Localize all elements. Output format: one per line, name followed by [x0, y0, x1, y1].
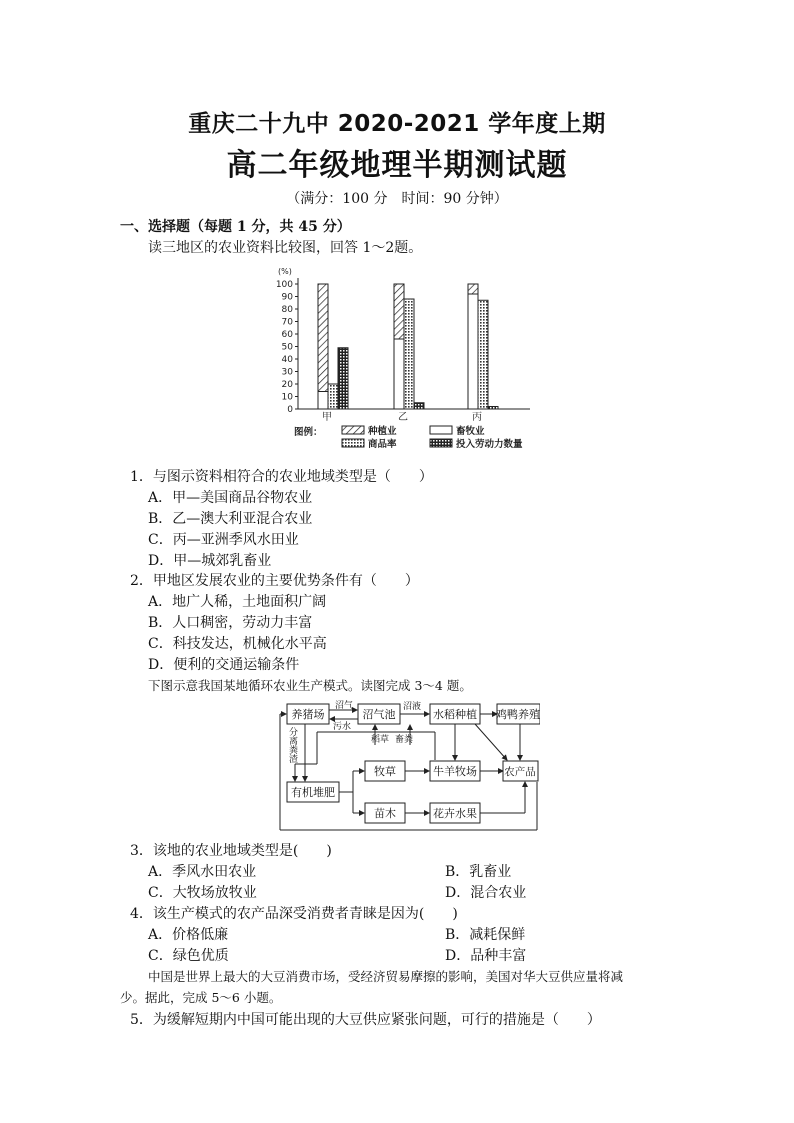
bar-labor — [338, 348, 348, 409]
q4-option-d[interactable]: D．品种丰富 — [445, 948, 527, 964]
label-seedling: 苗木 — [374, 807, 396, 820]
q2-option-d[interactable]: D．便利的交通运输条件 — [148, 657, 300, 673]
exam-info: （满分：100 分 时间：90 分钟） — [286, 191, 508, 207]
question-1-stem: 1．与图示资料相符合的农业地域类型是（ ） — [130, 469, 433, 485]
legend-swatch — [430, 439, 452, 447]
q4-option-c[interactable]: C．绿色优质 — [148, 948, 229, 964]
edge-label-fenbian: 分离粪渣 — [287, 727, 297, 763]
y-tick-label: 70 — [281, 317, 293, 328]
legend-title: 图例： — [294, 427, 323, 438]
q1-option-d[interactable]: D．甲—城郊乳畜业 — [148, 553, 272, 569]
label-fruit: 花卉水果 — [433, 807, 477, 820]
edge-label-wushui: 污水 — [333, 722, 352, 732]
legend-label: 畜牧业 — [456, 426, 485, 437]
label-biogas: 沼气池 — [362, 708, 396, 721]
q4-option-b[interactable]: B．减耗保鲜 — [445, 927, 526, 943]
q3-option-a[interactable]: A．季风水田农业 — [148, 864, 257, 880]
y-tick-label: 0 — [287, 405, 293, 415]
label-pig-farm: 养猪场 — [291, 708, 325, 721]
bar-livestock — [468, 294, 478, 409]
bar-commodity-rate — [404, 299, 414, 409]
q2-option-c[interactable]: C．科技发达，机械化水平高 — [148, 636, 327, 652]
q2-option-a[interactable]: A．地广人稀，土地面积广阔 — [148, 594, 327, 610]
question-3-stem: 3．该地的农业地域类型是( ) — [130, 843, 332, 859]
y-unit-label: (%) — [278, 267, 292, 276]
bar-commodity-rate — [328, 384, 338, 409]
edge-label-zhaoye: 沼液 — [403, 702, 422, 712]
q3-option-c[interactable]: C．大牧场放牧业 — [148, 885, 257, 901]
label-duck: 鸡鸭养殖 — [496, 708, 540, 721]
bar-crop — [394, 284, 404, 339]
y-tick-label: 20 — [281, 380, 293, 390]
bar-crop — [318, 284, 328, 392]
y-tick-label: 40 — [281, 355, 293, 365]
bar-commodity-rate — [478, 300, 488, 409]
y-tick-label: 60 — [281, 330, 293, 340]
bar-labor — [414, 403, 424, 409]
legend-swatch — [430, 426, 452, 434]
legend-label: 商品率 — [368, 439, 397, 450]
y-tick-label: 90 — [281, 292, 293, 303]
q1-option-a[interactable]: A．甲—美国商品谷物农业 — [148, 490, 313, 506]
y-tick-label: 100 — [275, 280, 293, 290]
label-products: 农产品 — [504, 766, 536, 778]
q3-option-b[interactable]: B．乳畜业 — [445, 864, 512, 880]
edge-label-zhaoqi: 沼气 — [335, 701, 354, 711]
agriculture-bar-chart — [270, 262, 540, 457]
legend-swatch — [342, 426, 364, 434]
legend-label: 种植业 — [368, 426, 397, 437]
section-intro: 读三地区的农业资料比较图，回答 1～2题。 — [148, 240, 423, 256]
circular-agriculture-diagram — [275, 700, 540, 835]
label-grass: 牧草 — [374, 765, 396, 778]
page-title-line1: 重庆二十九中 2020-2021 学年度上期 — [188, 111, 606, 137]
passage-line1: 中国是世界上最大的大豆消费市场，受经济贸易摩擦的影响，美国对华大豆供应量将减 — [148, 969, 624, 984]
label-cattle: 牛羊牧场 — [433, 765, 477, 778]
section-heading: 一、选择题（每题 1 分，共 45 分） — [120, 219, 351, 235]
edge-label-xufen: 畜粪 — [395, 735, 414, 745]
legend-label: 投入劳动力数量 — [456, 439, 523, 450]
q4-option-a[interactable]: A．价格低廉 — [148, 927, 229, 943]
question-4-stem: 4．该生产模式的农产品深受消费者青睐是因为( ) — [130, 906, 458, 922]
page-title-line2: 高二年级地理半期测试题 — [226, 148, 568, 183]
label-compost: 有机堆肥 — [291, 786, 335, 799]
y-tick-label: 80 — [281, 305, 293, 315]
q3-option-d[interactable]: D．混合农业 — [445, 885, 527, 901]
bar-livestock — [394, 339, 404, 409]
passage-line2: 少。据此，完成 5～6 小题。 — [120, 990, 282, 1005]
x-category-label: 丙 — [472, 412, 482, 423]
q1-option-c[interactable]: C．丙—亚洲季风水田业 — [148, 532, 299, 548]
q2-option-b[interactable]: B．人口稠密，劳动力丰富 — [148, 615, 313, 631]
question-2-stem: 2．甲地区发展农业的主要优势条件有（ ） — [130, 573, 419, 589]
legend-swatch — [342, 439, 364, 447]
bar-livestock — [318, 392, 328, 410]
bar-crop — [468, 284, 478, 294]
question-5-stem: 5．为缓解短期内中国可能出现的大豆供应紧张问题，可行的措施是（ ） — [130, 1012, 601, 1028]
edge-label-daocao: 稻草 — [371, 735, 390, 745]
bar-labor — [488, 407, 498, 410]
y-tick-label: 50 — [281, 342, 293, 353]
y-tick-label: 30 — [281, 367, 293, 378]
diagram-intro: 下图示意我国某地循环农业生产模式。读图完成 3～4 题。 — [148, 678, 472, 693]
y-tick-label: 10 — [281, 392, 293, 403]
x-category-label: 甲 — [322, 412, 332, 423]
label-rice: 水稻种植 — [433, 708, 477, 721]
x-category-label: 乙 — [398, 412, 408, 423]
q1-option-b[interactable]: B．乙—澳大利亚混合农业 — [148, 511, 313, 527]
